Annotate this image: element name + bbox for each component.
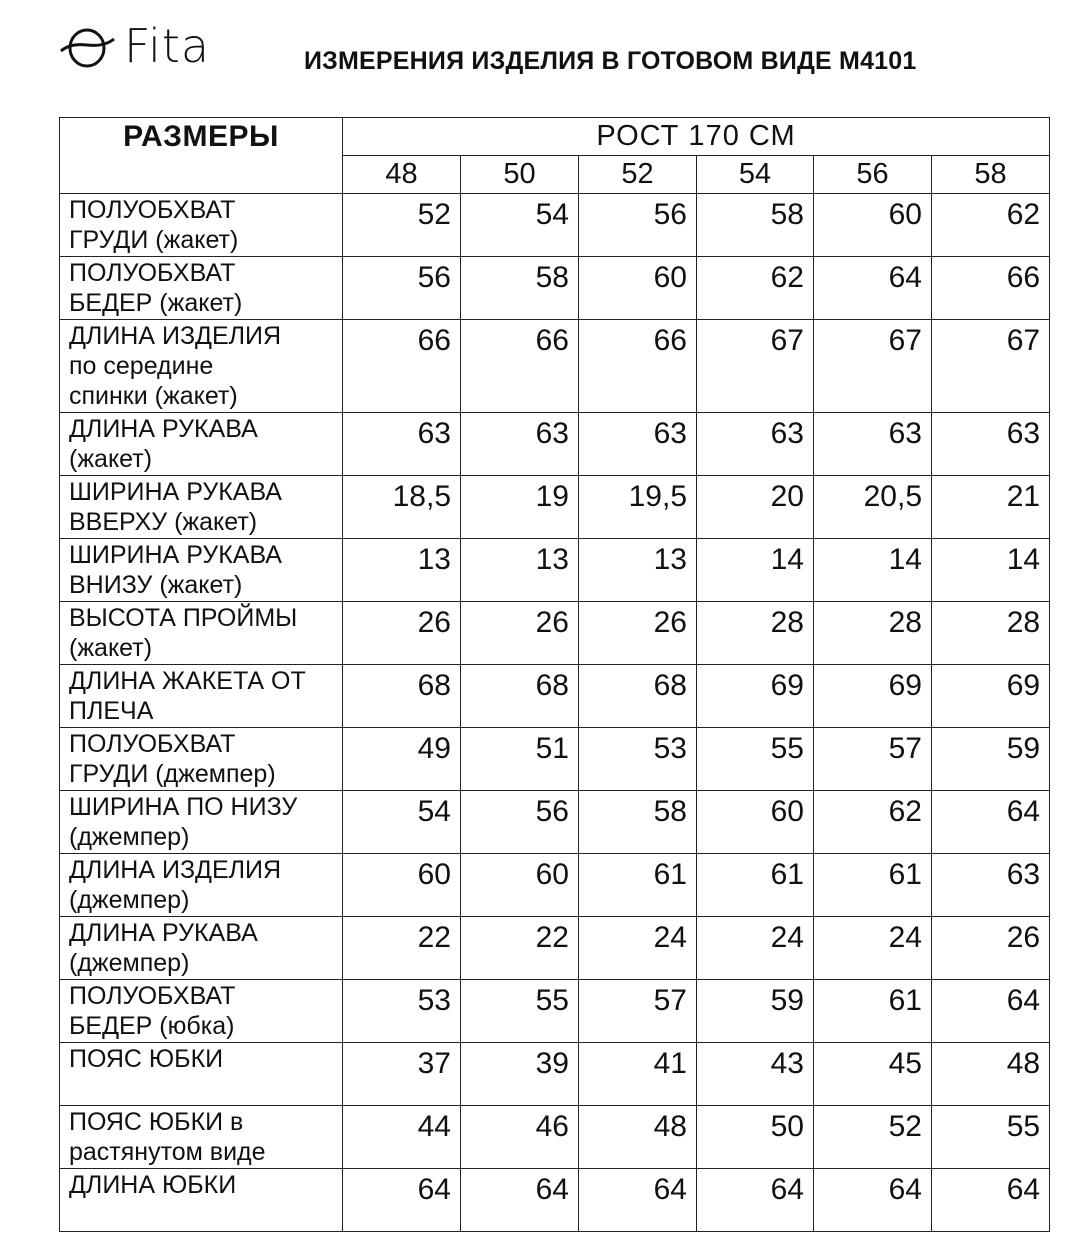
measurement-value: 19,5 — [579, 476, 697, 539]
measurement-value: 66 — [579, 320, 697, 413]
measurement-value: 53 — [343, 980, 461, 1043]
table-row — [60, 665, 1050, 728]
measurement-value: 43 — [697, 1043, 814, 1106]
measurement-value: 55 — [461, 980, 579, 1043]
measurement-label-line: по середине — [69, 352, 214, 380]
measurement-label — [60, 791, 343, 854]
header-row — [60, 118, 1050, 156]
measurement-label-line: ВНИЗУ (жакет) — [69, 571, 243, 599]
brand-logo — [58, 16, 210, 76]
measurement-value: 55 — [932, 1106, 1050, 1169]
measurement-value: 57 — [814, 728, 932, 791]
measurement-value: 58 — [579, 791, 697, 854]
table-row — [60, 917, 1050, 980]
measurement-value: 45 — [814, 1043, 932, 1106]
measurement-value: 26 — [932, 917, 1050, 980]
measurement-label-line: ШИРИНА РУКАВА — [69, 541, 282, 569]
page-title: ИЗМЕРЕНИЯ ИЗДЕЛИЯ В ГОТОВОМ ВИДЕ М4101 — [304, 47, 917, 75]
measurement-value: 63 — [814, 413, 932, 476]
measurement-value: 37 — [343, 1043, 461, 1106]
measurement-value: 67 — [932, 320, 1050, 413]
measurement-label-line: БЕДЕР (жакет) — [69, 289, 243, 317]
measurement-value: 66 — [343, 320, 461, 413]
measurement-value: 28 — [697, 602, 814, 665]
measurement-value: 64 — [932, 1169, 1050, 1232]
table-row — [60, 728, 1050, 791]
measurement-label-line: ШИРИНА ПО НИЗУ — [69, 793, 298, 821]
measurement-label-line: растянутом виде — [69, 1138, 266, 1166]
measurement-label-line: ПОЯС ЮБКИ в — [69, 1108, 244, 1136]
measurement-value: 69 — [814, 665, 932, 728]
measurement-value: 13 — [579, 539, 697, 602]
measurement-label-line: ПОЛУОБХВАТ — [69, 730, 236, 758]
size-header-cell: 50 — [461, 156, 579, 194]
measurement-label — [60, 257, 343, 320]
measurement-label-line: ДЛИНА ЮБКИ — [69, 1171, 237, 1199]
measurement-label — [60, 476, 343, 539]
measurement-label — [60, 1169, 343, 1232]
measurement-value: 62 — [697, 257, 814, 320]
measurement-value: 26 — [343, 602, 461, 665]
sizes-header: РАЗМЕРЫ — [60, 118, 343, 194]
measurement-label-line: (джемпер) — [69, 886, 190, 914]
measurement-label — [60, 602, 343, 665]
measurement-label-line: (жакет) — [69, 445, 153, 473]
measurements-body — [60, 194, 1050, 1232]
measurement-value: 18,5 — [343, 476, 461, 539]
measurement-label-line: ПОЯС ЮБКИ — [69, 1045, 224, 1073]
measurement-value: 64 — [814, 1169, 932, 1232]
measurement-label-line: ДЛИНА РУКАВА — [69, 415, 258, 443]
measurement-label-line: ПОЛУОБХВАТ — [69, 982, 236, 1010]
measurement-label-line: ГРУДИ (джемпер) — [69, 760, 276, 788]
measurement-value: 61 — [814, 854, 932, 917]
measurement-label — [60, 1106, 343, 1169]
measurement-label-line: ШИРИНА РУКАВА — [69, 478, 282, 506]
measurement-value: 58 — [697, 194, 814, 257]
measurement-value: 69 — [932, 665, 1050, 728]
measurement-value: 54 — [461, 194, 579, 257]
measurement-value: 14 — [814, 539, 932, 602]
measurement-value: 24 — [697, 917, 814, 980]
measurement-value: 58 — [461, 257, 579, 320]
measurement-label — [60, 665, 343, 728]
table-row — [60, 539, 1050, 602]
measurement-value: 22 — [343, 917, 461, 980]
table-row — [60, 602, 1050, 665]
measurement-label — [60, 728, 343, 791]
measurement-value: 60 — [697, 791, 814, 854]
size-header-cell: 52 — [579, 156, 697, 194]
measurement-value: 64 — [697, 1169, 814, 1232]
measurement-value: 20 — [697, 476, 814, 539]
measurement-value: 19 — [461, 476, 579, 539]
measurement-value: 61 — [697, 854, 814, 917]
size-chart-table — [59, 117, 1050, 1232]
measurement-value: 13 — [343, 539, 461, 602]
measurement-value: 59 — [932, 728, 1050, 791]
measurement-value: 60 — [461, 854, 579, 917]
measurement-value: 61 — [579, 854, 697, 917]
measurement-value: 62 — [932, 194, 1050, 257]
measurement-value: 46 — [461, 1106, 579, 1169]
measurement-value: 41 — [579, 1043, 697, 1106]
measurement-value: 64 — [461, 1169, 579, 1232]
measurement-label-line: спинки (жакет) — [69, 382, 238, 410]
table-row — [60, 1106, 1050, 1169]
table-row — [60, 791, 1050, 854]
measurement-label-line: (джемпер) — [69, 949, 190, 977]
measurement-value: 61 — [814, 980, 932, 1043]
brand-name: Fita — [124, 19, 211, 73]
measurement-value: 63 — [697, 413, 814, 476]
measurement-label-line: БЕДЕР (юбка) — [69, 1012, 235, 1040]
table-row — [60, 854, 1050, 917]
measurement-value: 13 — [461, 539, 579, 602]
size-header-cell: 56 — [814, 156, 932, 194]
measurement-value: 68 — [579, 665, 697, 728]
table-row — [60, 980, 1050, 1043]
table-row — [60, 413, 1050, 476]
measurement-value: 64 — [579, 1169, 697, 1232]
fita-theta-icon — [58, 21, 116, 71]
measurement-label-line: ГРУДИ (жакет) — [69, 226, 239, 254]
measurement-value: 69 — [697, 665, 814, 728]
measurement-value: 60 — [343, 854, 461, 917]
table-row — [60, 194, 1050, 257]
measurement-value: 60 — [814, 194, 932, 257]
measurement-value: 55 — [697, 728, 814, 791]
measurement-value: 64 — [932, 791, 1050, 854]
measurement-label-line: ДЛИНА РУКАВА — [69, 919, 258, 947]
measurement-value: 39 — [461, 1043, 579, 1106]
size-header-cell: 58 — [932, 156, 1050, 194]
measurement-value: 20,5 — [814, 476, 932, 539]
measurement-label — [60, 320, 343, 413]
measurement-value: 63 — [932, 854, 1050, 917]
measurement-label — [60, 854, 343, 917]
measurement-value: 62 — [814, 791, 932, 854]
measurement-value: 57 — [579, 980, 697, 1043]
measurement-label — [60, 917, 343, 980]
measurement-label-line: ПОЛУОБХВАТ — [69, 196, 236, 224]
measurement-label-line: (джемпер) — [69, 823, 190, 851]
measurement-value: 54 — [343, 791, 461, 854]
measurement-value: 63 — [932, 413, 1050, 476]
measurement-value: 14 — [697, 539, 814, 602]
measurement-label-line: ПОЛУОБХВАТ — [69, 259, 236, 287]
measurement-value: 60 — [579, 257, 697, 320]
height-header: РОСТ 170 СМ — [343, 118, 1050, 156]
table-row — [60, 1043, 1050, 1106]
measurement-value: 67 — [814, 320, 932, 413]
measurement-value: 48 — [932, 1043, 1050, 1106]
measurement-value: 21 — [932, 476, 1050, 539]
measurement-value: 49 — [343, 728, 461, 791]
measurement-label-line: ДЛИНА ЖАКЕТА ОТ — [69, 667, 306, 695]
measurement-value: 22 — [461, 917, 579, 980]
measurement-label — [60, 413, 343, 476]
measurement-label-line: ВЫСОТА ПРОЙМЫ — [69, 604, 298, 632]
size-header-cell: 48 — [343, 156, 461, 194]
measurement-value: 68 — [461, 665, 579, 728]
table-row — [60, 1169, 1050, 1232]
measurement-value: 24 — [814, 917, 932, 980]
measurement-value: 28 — [814, 602, 932, 665]
measurement-value: 64 — [343, 1169, 461, 1232]
size-header-cell: 54 — [697, 156, 814, 194]
measurement-label — [60, 980, 343, 1043]
measurement-value: 48 — [579, 1106, 697, 1169]
table-row — [60, 257, 1050, 320]
measurement-value: 63 — [343, 413, 461, 476]
measurement-value: 26 — [579, 602, 697, 665]
measurement-value: 53 — [579, 728, 697, 791]
measurement-value: 51 — [461, 728, 579, 791]
measurement-value: 52 — [814, 1106, 932, 1169]
table-row — [60, 320, 1050, 413]
measurement-value: 44 — [343, 1106, 461, 1169]
measurement-value: 56 — [579, 194, 697, 257]
measurement-value: 50 — [697, 1106, 814, 1169]
measurement-value: 52 — [343, 194, 461, 257]
measurement-label — [60, 194, 343, 257]
measurement-label — [60, 539, 343, 602]
measurement-value: 68 — [343, 665, 461, 728]
measurement-label — [60, 1043, 343, 1106]
measurement-label-line: ДЛИНА ИЗДЕЛИЯ — [69, 856, 282, 884]
measurement-label-line: ПЛЕЧА — [69, 697, 154, 725]
measurement-value: 59 — [697, 980, 814, 1043]
measurement-value: 56 — [461, 791, 579, 854]
measurement-value: 64 — [814, 257, 932, 320]
measurement-value: 24 — [579, 917, 697, 980]
measurement-label-line: ДЛИНА ИЗДЕЛИЯ — [69, 322, 282, 350]
measurement-value: 56 — [343, 257, 461, 320]
measurement-value: 26 — [461, 602, 579, 665]
measurement-label-line: ВВЕРХУ (жакет) — [69, 508, 258, 536]
measurement-value: 64 — [932, 980, 1050, 1043]
measurement-value: 67 — [697, 320, 814, 413]
measurement-value: 63 — [461, 413, 579, 476]
measurement-value: 66 — [461, 320, 579, 413]
table-row — [60, 476, 1050, 539]
measurement-value: 28 — [932, 602, 1050, 665]
measurement-value: 63 — [579, 413, 697, 476]
measurement-value: 66 — [932, 257, 1050, 320]
measurement-label-line: (жакет) — [69, 634, 153, 662]
measurement-value: 14 — [932, 539, 1050, 602]
